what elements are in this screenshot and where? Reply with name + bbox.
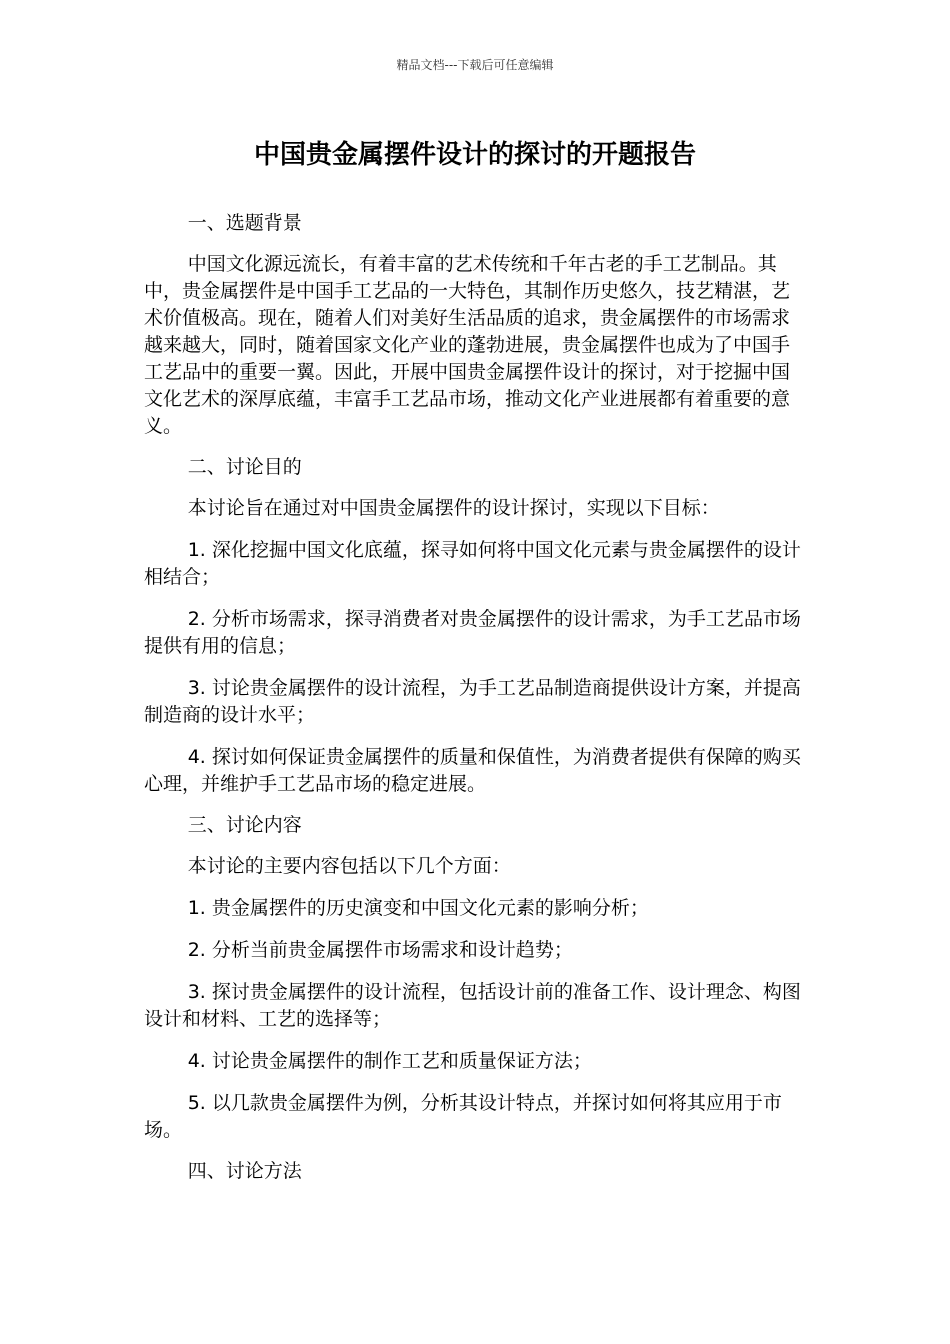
section-heading-method: 四、讨论方法 xyxy=(187,1160,302,1182)
list-item: 1. 贵金属摆件的历史演变和中国文化元素的影响分析； xyxy=(187,897,649,919)
section-heading-purpose: 二、讨论目的 xyxy=(187,456,302,478)
section-heading-background: 一、选题背景 xyxy=(187,212,302,234)
header-note: 精品文档---下载后可任意编辑 xyxy=(396,58,554,72)
paragraph-purpose-intro: 本讨论旨在通过对中国贵金属摆件的设计探讨，实现以下目标： xyxy=(187,497,720,519)
list-item: 2. 分析市场需求，探寻消费者对贵金属摆件的设计需求，为手工艺品市场提供有用的信息； xyxy=(144,608,801,657)
list-item: 3. 探讨贵金属摆件的设计流程，包括设计前的准备工作、设计理念、构图设计和材料、工艺的选择等； xyxy=(144,981,801,1030)
document-body xyxy=(144,210,808,1185)
paragraph-background: 中国文化源远流长，有着丰富的艺术传统和千年古老的手工艺制品。其中，贵金属摆件是中国手工艺品的一大特色，其制作历史悠久，技艺精湛，艺术价值极高。现在，随着人们对美好生活品质的追求，贵金属摆件的市场需求越来越大，同时，随着国家文化产业的蓬勃进展，贵金属摆件也成为了中国手工艺品中的重要一翼。因此，开展中国贵金属摆件设计的探讨，对于挖掘中国文化艺术的深厚底蕴，丰富手工艺品市场，推动文化产业进展都有着重要的意义。 xyxy=(144,253,791,437)
paragraph-content-intro: 本讨论的主要内容包括以下几个方面： xyxy=(187,855,511,877)
list-item: 3. 讨论贵金属摆件的设计流程，为手工艺品制造商提供设计方案，并提高制造商的设计水平； xyxy=(144,677,801,726)
list-item: 4. 探讨如何保证贵金属摆件的质量和保值性，为消费者提供有保障的购买心理，并维护手工艺品市场的稳定进展。 xyxy=(144,746,801,795)
list-item: 1. 深化挖掘中国文化底蕴，探寻如何将中国文化元素与贵金属摆件的设计相结合； xyxy=(144,539,801,588)
list-item: 2. 分析当前贵金属摆件市场需求和设计趋势； xyxy=(187,939,573,961)
document-title: 中国贵金属摆件设计的探讨的开题报告 xyxy=(253,140,696,170)
list-item: 4. 讨论贵金属摆件的制作工艺和质量保证方法； xyxy=(187,1050,592,1072)
section-heading-content: 三、讨论内容 xyxy=(187,814,302,836)
list-item: 5. 以几款贵金属摆件为例，分析其设计特点，并探讨如何将其应用于市场。 xyxy=(144,1092,782,1141)
